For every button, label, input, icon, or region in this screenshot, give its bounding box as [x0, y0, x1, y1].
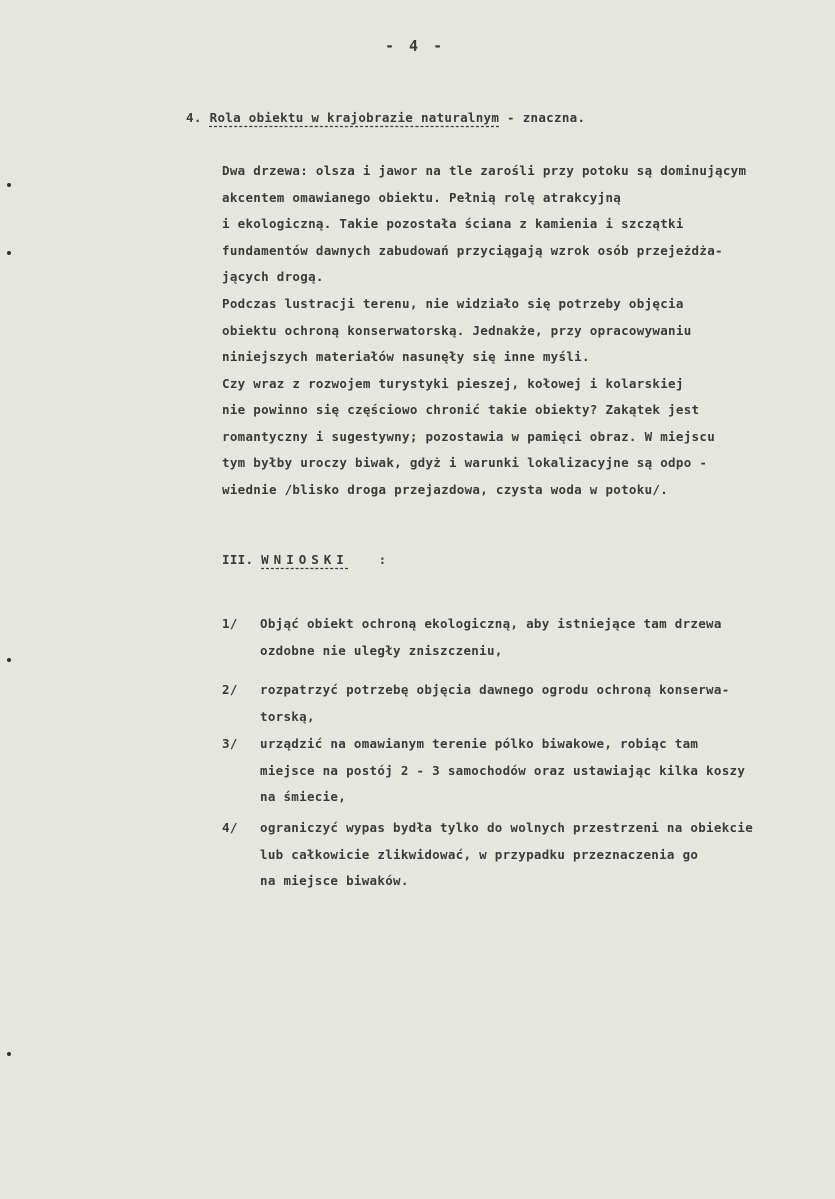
list-item-number: 2/ — [222, 682, 238, 697]
paragraph: Dwa drzewa: olsza i jawor na tle zarośli przy potoku są dominującym akcentem omawianego obiektu. Pełnią rolę atrakcyjną i ekologiczną. Takie pozostała ściana z kamienia i szczątki fundamentów dawnych zabudowań przyciągają wzrok osób przejeżdża- jących drogą. — [222, 163, 747, 284]
list-item-text: ograniczyć wypas bydła tylko do wolnych przestrzeni na obiekcie lub całkowicie zlikwidować, w przypadku przeznaczenia go na miejsce biwaków. — [260, 820, 754, 888]
list-item-text: urządzić na omawianym terenie pólko biwakowe, robiąc tam miejsce na postój 2 - 3 samochodów oraz ustawiając kilka koszy na śmiecie, — [260, 736, 746, 804]
list-item-number: 4/ — [222, 820, 238, 835]
section-title: WNIOSKI — [261, 552, 349, 567]
paragraph: Podczas lustracji terenu, nie widziało się potrzeby objęcia obiektu ochroną konserwatorską. Jednakże, przy opracowywaniu niniejszych materiałów nasunęły się inne myśli. Czy wraz z rozwojem turystyki pieszej, kołowej i kolarskiej nie powinno się częściowo chronić takie obiekty? Zakątek jest romantyczny i sugestywny; pozostawia w pamięci obraz. W miejscu tym byłby uroczy biwak, gdyż i warunki lokalizacyjne są odpo - wiednie /blisko droga przejazdowa, czysta woda w potoku/. — [222, 296, 716, 497]
section-separator: : — [378, 552, 387, 567]
page-number: - 4 - — [385, 37, 446, 55]
list-item — [222, 731, 822, 811]
section-number: III. — [222, 552, 254, 567]
punch-hole-mark — [7, 1052, 11, 1056]
punch-hole-mark — [7, 183, 11, 187]
heading-title: Rola obiektu w krajobrazie naturalnym — [209, 110, 500, 125]
list-item — [222, 677, 822, 730]
conclusions-heading — [222, 552, 386, 567]
list-item-number: 1/ — [222, 616, 238, 631]
list-item — [222, 611, 822, 664]
heading-suffix: - znaczna. — [507, 110, 586, 125]
punch-hole-mark — [7, 251, 11, 255]
heading-number: 4. — [186, 110, 202, 125]
list-item — [222, 815, 822, 895]
list-item-number: 3/ — [222, 736, 238, 751]
section-heading — [186, 110, 585, 125]
list-item-text: Objąć obiekt ochroną ekologiczną, aby istniejące tam drzewa ozdobne nie uległy zniszczeniu, — [260, 616, 722, 658]
punch-hole-mark — [7, 658, 11, 662]
list-item-text: rozpatrzyć potrzebę objęcia dawnego ogrodu ochroną konserwa- torską, — [260, 682, 730, 724]
